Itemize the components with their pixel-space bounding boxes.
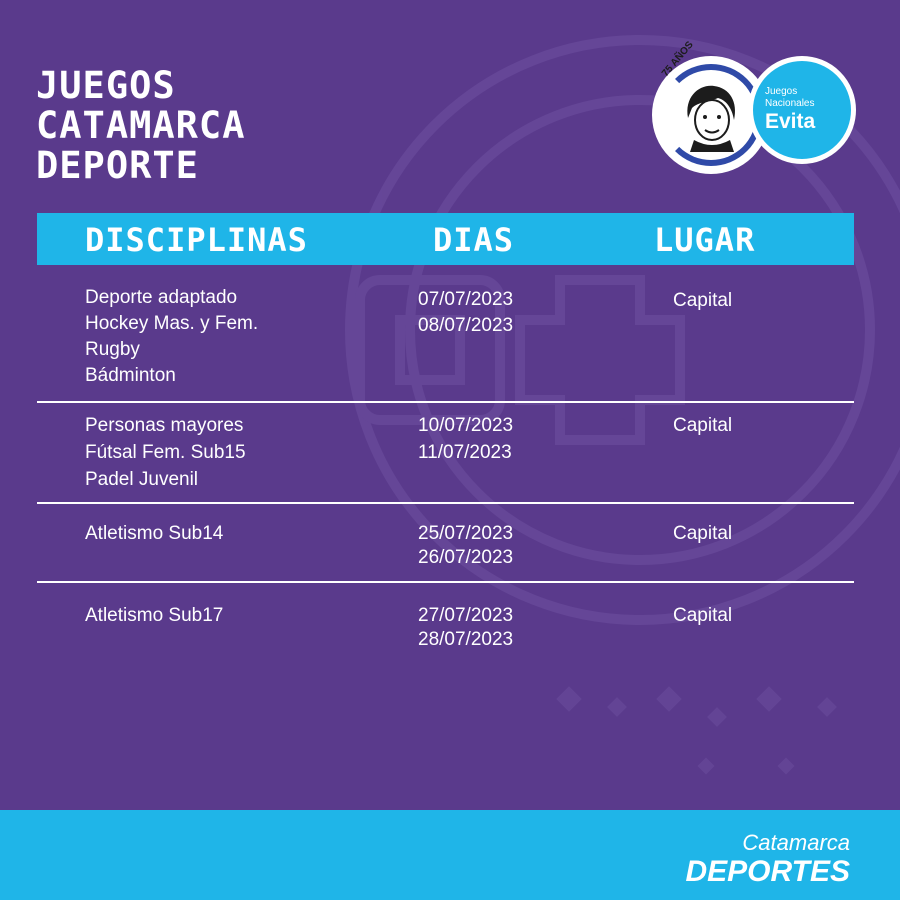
lugar-cell: [673, 522, 732, 546]
row-divider: [37, 502, 854, 504]
logo-evita-circle: [748, 56, 856, 164]
disciplina-item: Personas mayores: [85, 415, 244, 436]
dia-item: 08/07/2023: [418, 315, 514, 336]
dia-item: 26/07/2023: [418, 547, 514, 568]
footer-bar: [0, 810, 900, 900]
dia-item: 07/07/2023: [418, 289, 514, 310]
logo-years: 75 AÑOS: [660, 39, 696, 80]
dias-cell: [418, 604, 513, 652]
dia-item: 28/07/2023: [418, 629, 514, 650]
lugar-cell: [673, 288, 732, 314]
logo-line-2: Nacionales: [765, 98, 815, 109]
title-line-3: DEPORTE: [36, 144, 199, 187]
disciplina-item: Bádminton: [85, 365, 176, 386]
page-title: [36, 66, 245, 186]
dias-cell: [418, 287, 513, 339]
disciplina-item: Rugby: [85, 339, 140, 360]
brand-bottom: DEPORTES: [685, 855, 850, 888]
header-dias: DIAS: [433, 221, 515, 259]
dias-cell: [418, 412, 513, 466]
dias-cell: [418, 522, 513, 570]
disciplina-item: Padel Juvenil: [85, 469, 199, 490]
header-disciplinas: DISCIPLINAS: [85, 221, 308, 259]
catamarca-deportes-logo: [686, 830, 851, 888]
logo-name: Evita: [765, 110, 816, 133]
header-lugar: LUGAR: [654, 221, 756, 259]
disciplina-item: Atletismo Sub14: [85, 523, 224, 544]
dia-item: 10/07/2023: [418, 415, 514, 436]
disciplina-item: Hockey Mas. y Fem.: [85, 313, 259, 334]
title-line-2: CATAMARCA: [36, 104, 246, 147]
lugar-item: Capital: [673, 415, 733, 436]
disciplinas-cell: [85, 522, 223, 546]
brand-top: Catamarca: [742, 830, 850, 855]
portrait-icon: [674, 78, 748, 152]
lugar-cell: [673, 604, 732, 628]
lugar-cell: [673, 412, 732, 439]
disciplinas-cell: [85, 285, 258, 389]
disciplinas-cell: [85, 604, 223, 628]
disciplina-item: Fútsal Fem. Sub15: [85, 442, 246, 463]
juegos-evita-logo: [652, 39, 858, 174]
disciplina-item: Atletismo Sub17: [85, 605, 224, 626]
lugar-item: Capital: [673, 605, 733, 626]
dia-item: 11/07/2023: [418, 442, 512, 463]
disciplinas-cell: [85, 412, 246, 493]
title-line-1: JUEGOS: [36, 64, 176, 107]
disciplina-item: Deporte adaptado: [85, 287, 238, 308]
table-header: [37, 213, 854, 265]
row-divider: [37, 581, 854, 583]
dia-item: 25/07/2023: [418, 523, 514, 544]
row-divider: [37, 401, 854, 403]
dia-item: 27/07/2023: [418, 605, 514, 626]
lugar-item: Capital: [673, 523, 733, 544]
logo-line-1: Juegos: [765, 86, 798, 97]
lugar-item: Capital: [673, 290, 733, 311]
